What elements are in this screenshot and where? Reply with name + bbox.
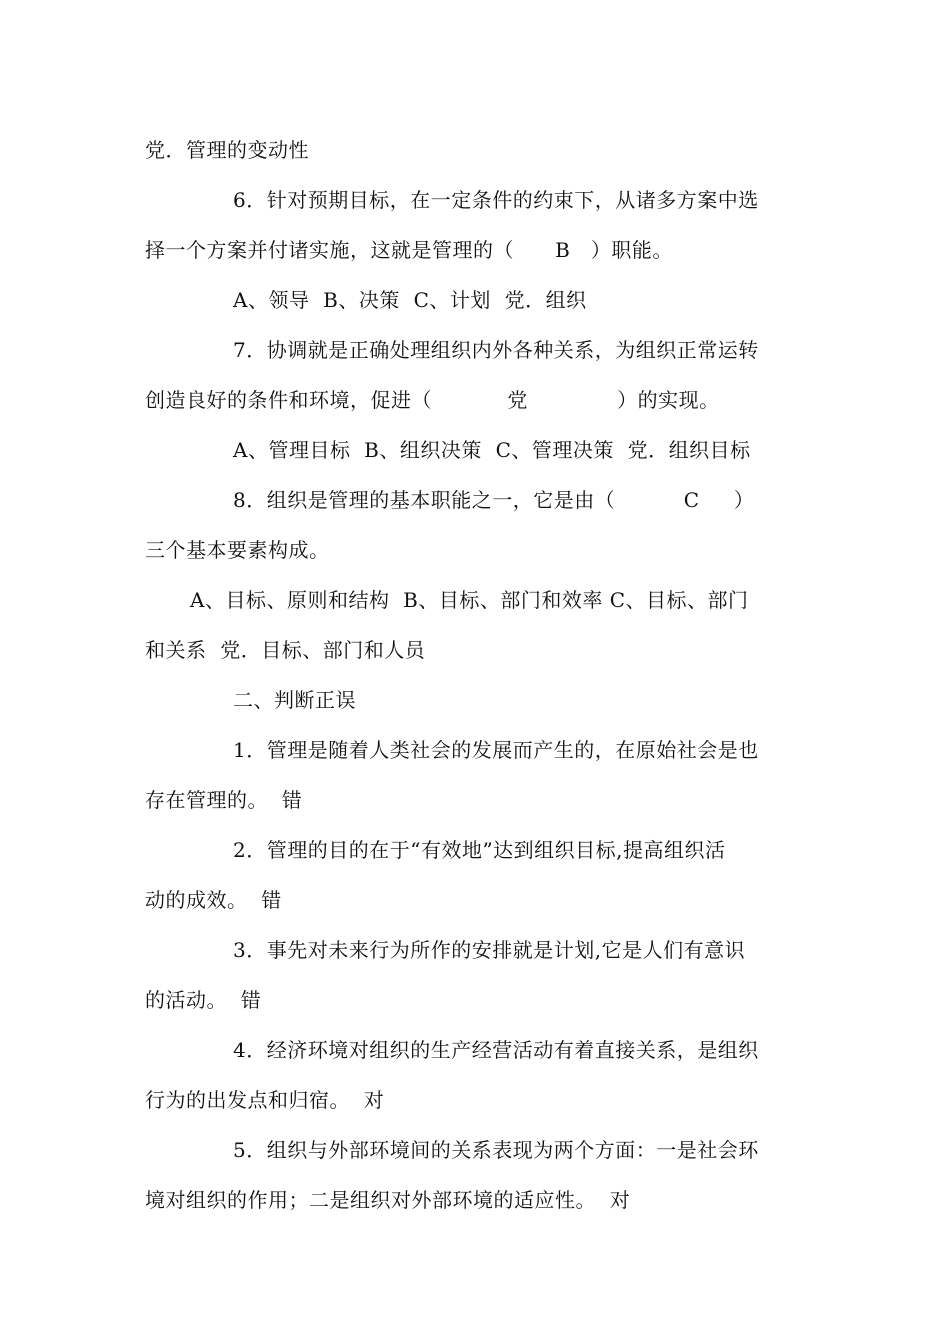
judgment-4-line-2: 行为的出发点和归宿。 对 xyxy=(145,1088,385,1112)
text-line: 党．管理的变动性 xyxy=(145,138,309,162)
judgment-2-line-2: 动的成效。 错 xyxy=(145,888,282,912)
judgment-5-line-1: 5．组织与外部环境间的关系表现为两个方面：一是社会环 xyxy=(233,1138,759,1162)
judgment-3-line-1: 3．事先对未来行为所作的安排就是计划,它是人们有意识 xyxy=(233,938,746,962)
question-8-line-1: 8．组织是管理的基本职能之一，它是由（ C ） xyxy=(233,488,755,512)
question-8-options-2: 和关系 党．目标、部门和人员 xyxy=(145,638,426,662)
question-7-options: A、管理目标 B、组织决策 C、管理决策 党．组织目标 xyxy=(233,438,751,462)
question-8-line-2: 三个基本要素构成。 xyxy=(145,538,330,562)
question-6-line-2: 择一个方案并付诸实施，这就是管理的（ B ）职能。 xyxy=(145,238,673,262)
judgment-2-line-1: 2．管理的目的在于“有效地”达到组织目标,提高组织活 xyxy=(233,838,726,862)
judgment-1-line-1: 1．管理是随着人类社会的发展而产生的，在原始社会是也 xyxy=(233,738,759,762)
question-7-line-2: 创造良好的条件和环境，促进（ 党 ）的实现。 xyxy=(145,388,720,412)
question-6-line-1: 6．针对预期目标，在一定条件的约束下，从诸多方案中选 xyxy=(233,188,759,212)
judgment-4-line-1: 4．经济环境对组织的生产经营活动有着直接关系，是组织 xyxy=(233,1038,759,1062)
judgment-5-line-2: 境对组织的作用；二是组织对外部环境的适应性。 对 xyxy=(145,1188,631,1212)
question-8-options-1: A、目标、原则和结构 B、目标、部门和效率 C、目标、部门 xyxy=(190,588,749,612)
question-7-line-1: 7．协调就是正确处理组织内外各种关系，为组织正常运转 xyxy=(233,338,759,362)
question-6-options: A、领导 B、决策 C、计划 党．组织 xyxy=(233,288,587,312)
judgment-1-line-2: 存在管理的。 错 xyxy=(145,788,303,812)
section-heading: 二、判断正误 xyxy=(233,688,356,712)
judgment-3-line-2: 的活动。 错 xyxy=(145,988,262,1012)
